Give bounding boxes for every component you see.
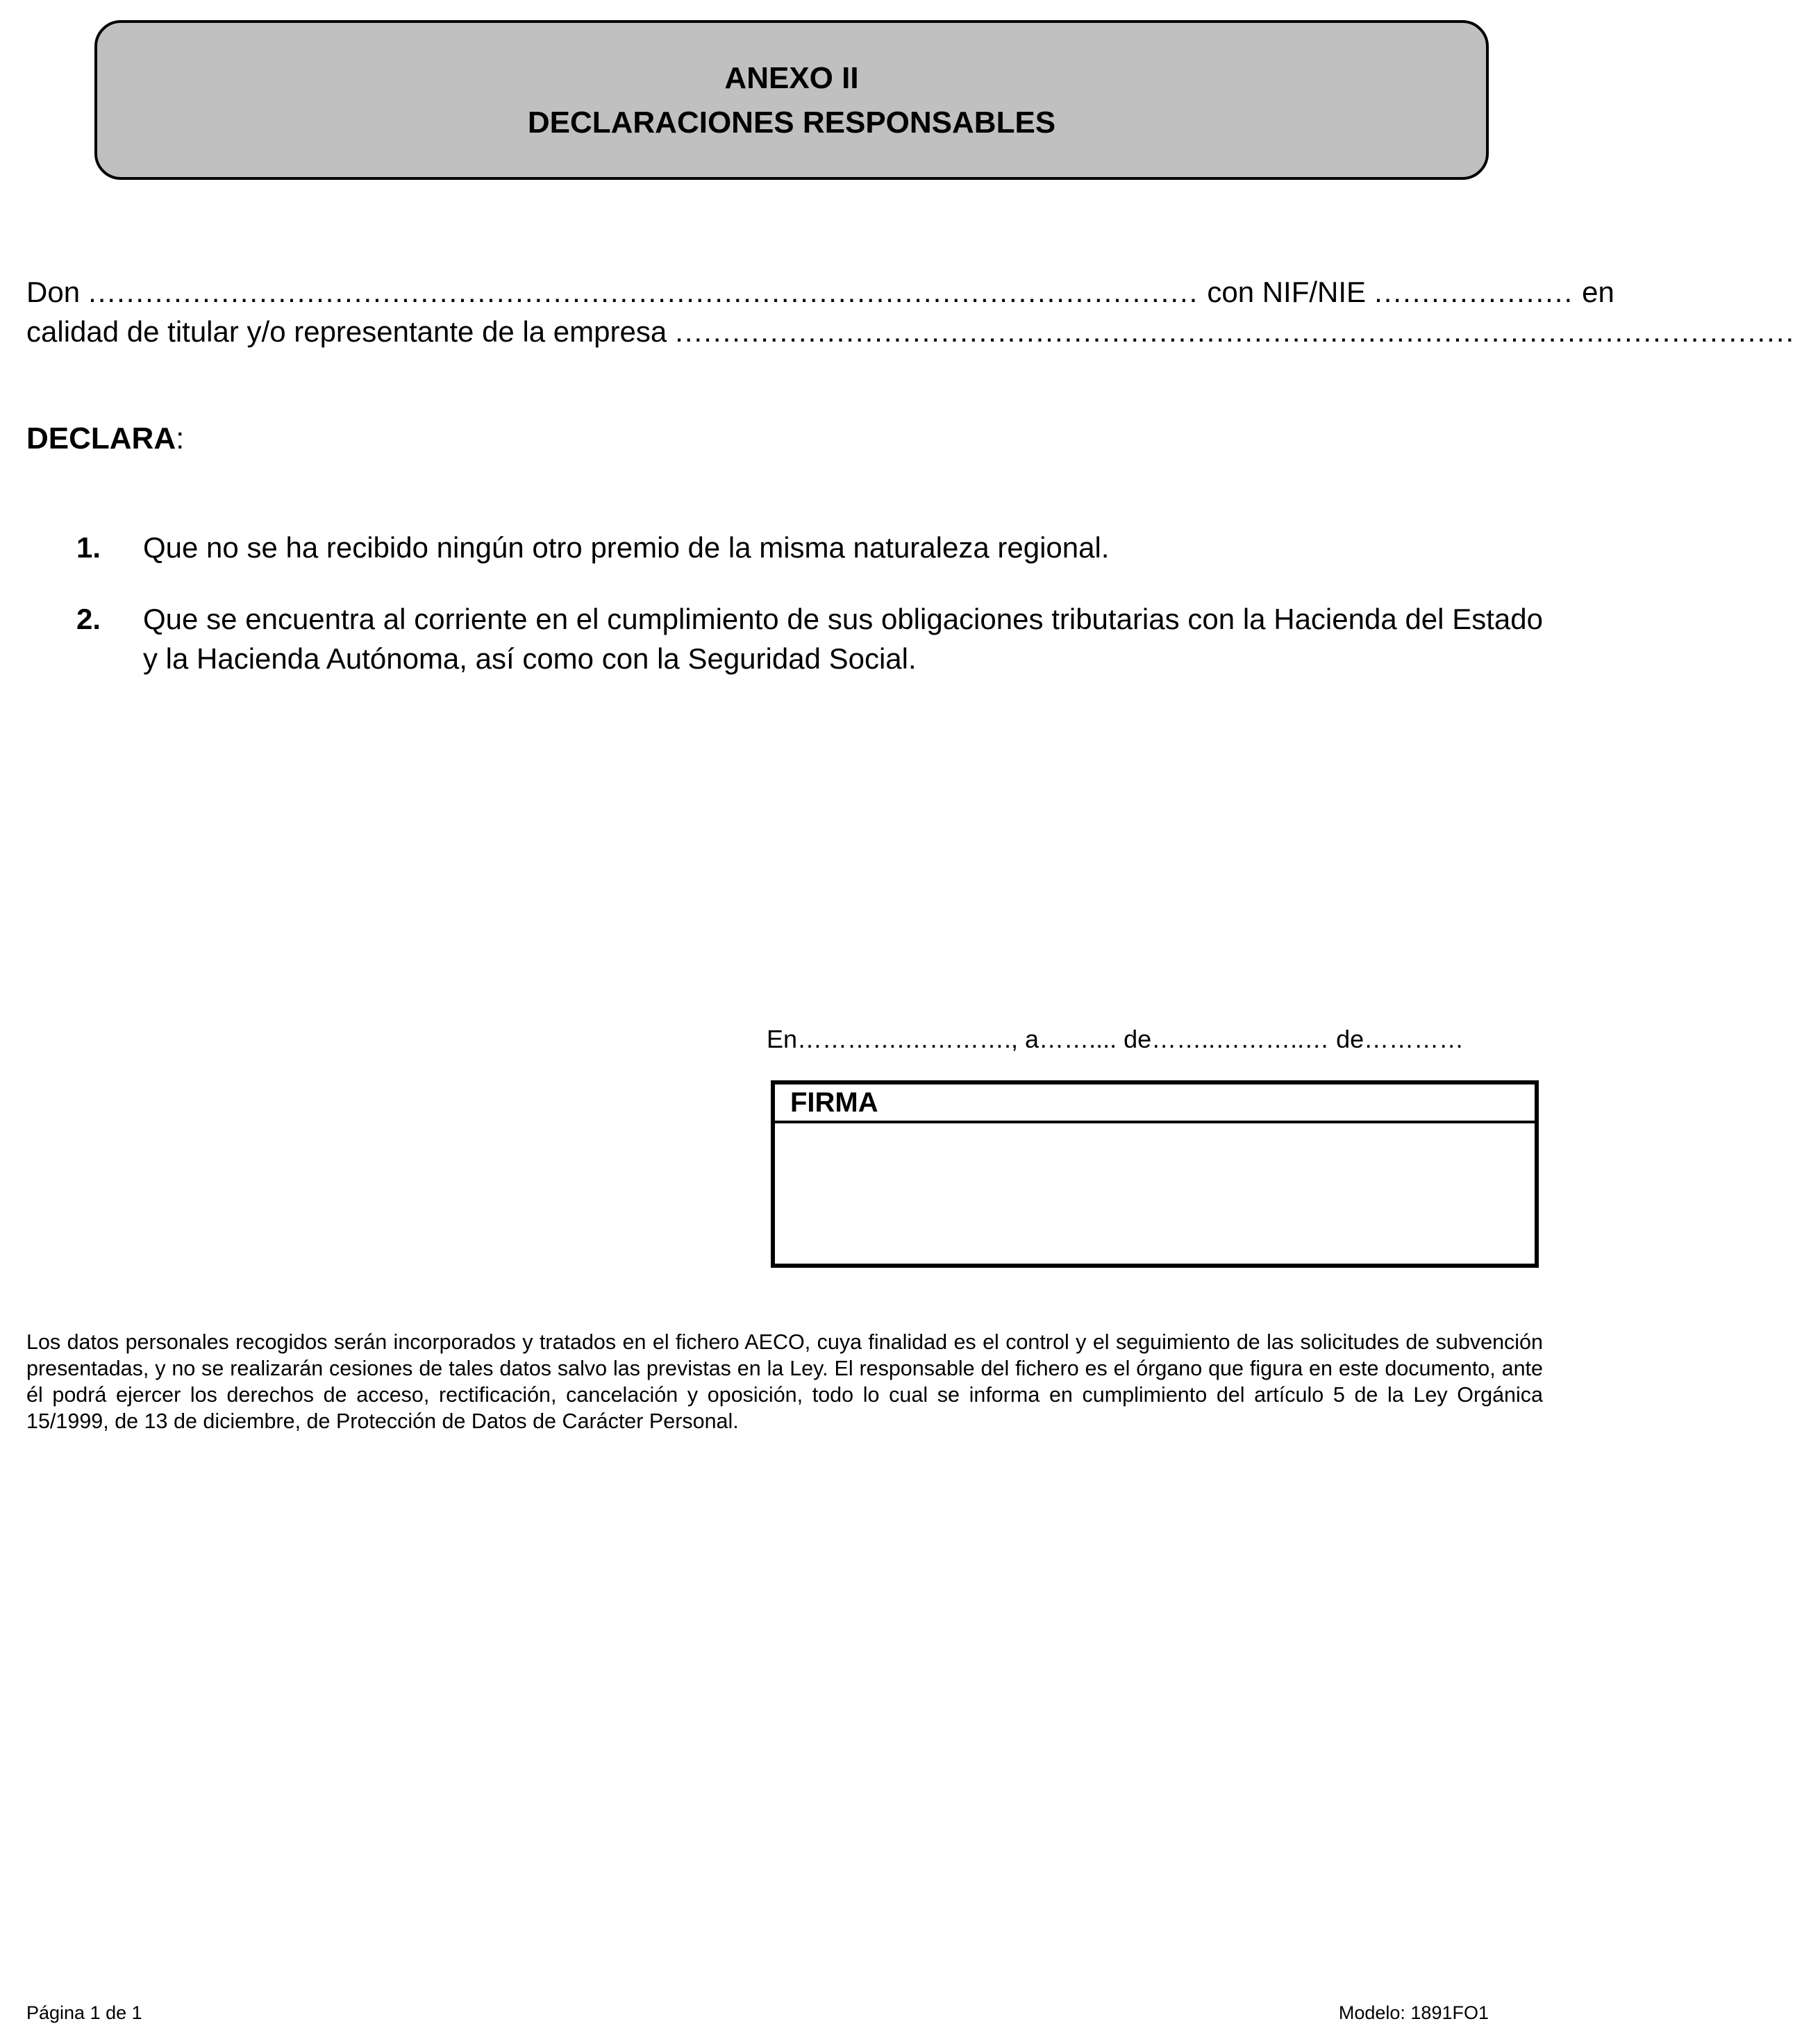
declara-heading — [26, 418, 184, 460]
item-number: 1. — [76, 531, 101, 564]
declaration-item — [26, 528, 1543, 567]
en-label: en — [1582, 276, 1614, 308]
declara-colon: : — [176, 421, 185, 455]
item-number: 2. — [76, 603, 101, 635]
calidad-label: calidad de titular y/o representante de la empresa — [26, 315, 667, 348]
signature-box[interactable] — [771, 1080, 1539, 1268]
don-label: Don — [26, 276, 81, 308]
company-field[interactable]: ...................................................................................................................... — [675, 315, 1795, 348]
item-text: Que se encuentra al corriente en el cumplimiento de sus obligaciones tributarias con la Hacienda del Estado y la Hacienda Autónoma, así como con la Seguridad Social. — [143, 603, 1543, 675]
nif-field[interactable]: ..................... — [1374, 276, 1574, 308]
model-code: Modelo: 1891FO1 — [1338, 2002, 1489, 2023]
signature-title: FIRMA — [775, 1084, 1535, 1123]
annex-title: ANEXO II — [724, 61, 859, 95]
name-field[interactable]: ..................................................................................................................... — [88, 276, 1199, 308]
declaration-item — [26, 599, 1543, 678]
data-protection-notice: Los datos personales recogidos serán incorporados y tratados en el fichero AECO, cuya finalidad es el control y el seguimiento de las solicitudes de subvención presentadas, y no se realizarán cesiones de tales datos salvo las previstas en la Ley. El responsable del fichero es el órgano que figura en este documento, ante él podrá ejercer los derechos de acceso, rectificación, cancelación y oposición, todo lo cual se informa en cumplimiento del artículo 5 de la Ley Orgánica 15/1999, de 13 de diciembre, de Protección de Datos de Carácter Personal. — [26, 1330, 1543, 1433]
declarant-intro — [26, 272, 1795, 351]
declarations-title: DECLARACIONES RESPONSABLES — [527, 106, 1056, 140]
declaration-list — [26, 528, 1543, 710]
intro-line-2 — [26, 312, 1795, 351]
item-text: Que no se ha recibido ningún otro premio de la misma naturaleza regional. — [143, 531, 1110, 564]
nif-label: con NIF/NIE — [1207, 276, 1367, 308]
place-date-field[interactable]: En………….…………., a…….... de……..………..… de………… — [767, 1025, 1464, 1053]
document-title-box — [94, 20, 1489, 180]
declara-label: DECLARA — [26, 421, 176, 455]
page-number: Página 1 de 1 — [26, 2002, 142, 2023]
intro-line-1 — [26, 272, 1614, 312]
